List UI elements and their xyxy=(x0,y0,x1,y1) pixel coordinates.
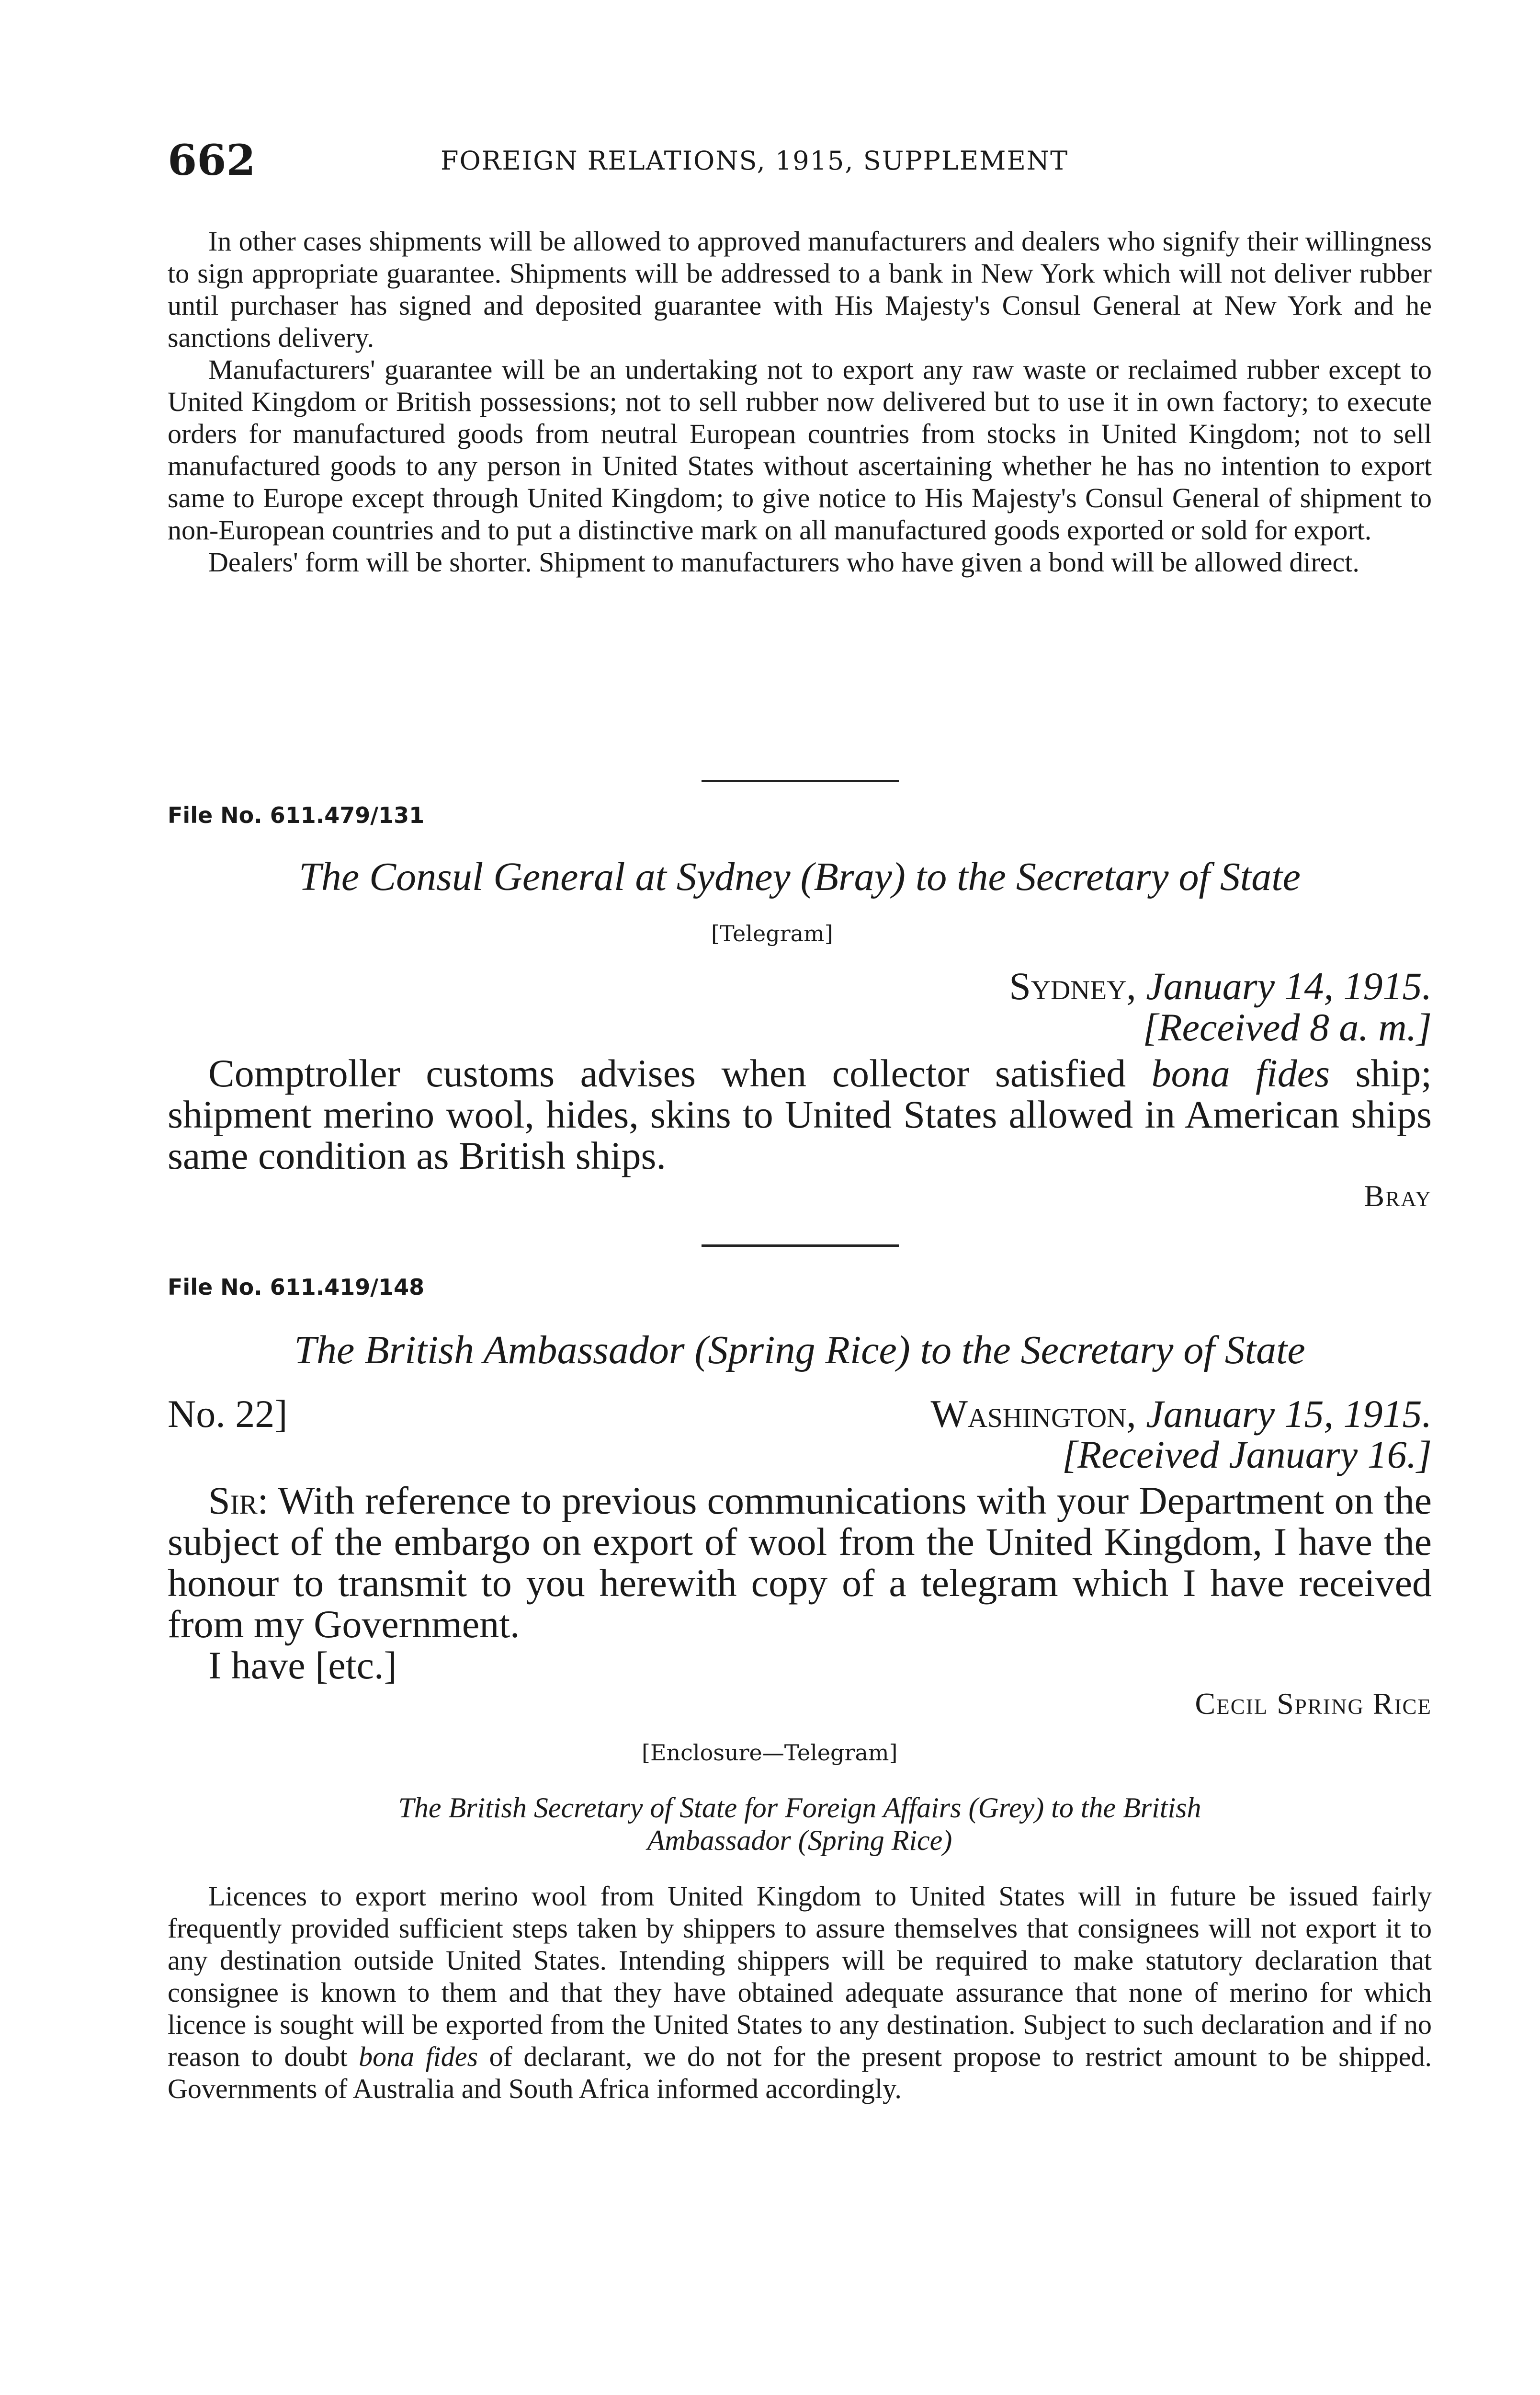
paragraph: Dealers' form will be shorter. Shipment to manufacturers who have given a bond will be allowed direct. xyxy=(208,547,1359,578)
enclosure-label: [Enclosure—Telegram] xyxy=(642,1740,898,1766)
signature: Cecil Spring Rice xyxy=(1195,1687,1432,1721)
paragraph: Sir: With reference to previous communications with your Department on the subject of the embargo on export of wool from the United Kingdom, I have the honour to transmit to you herewith copy of a telegram which I have received from my Government. xyxy=(168,1479,1432,1646)
dateline xyxy=(1009,964,1432,1009)
section-divider xyxy=(702,780,899,782)
document-type-label: [Telegram] xyxy=(711,921,833,947)
document-number: No. 22] xyxy=(168,1392,288,1436)
dateline-date: January 14, 1915. xyxy=(1146,964,1432,1008)
paragraph: In other cases shipments will be allowed to approved manufacturers and dealers who signify their willingness to sign appropriate guarantee. Shipments will be addressed to a bank in New York which will not deliver rubber until purchaser has signed and deposited guarantee with His Majesty's Consul General at New York and he sanctions delivery. xyxy=(168,226,1432,353)
file-number: File No. 611.479/131 xyxy=(168,802,425,828)
telegram-body xyxy=(168,1053,1432,1176)
closing: I have [etc.] xyxy=(208,1643,397,1687)
letter-body xyxy=(168,1480,1432,1686)
enclosure-title: The British Secretary of State for Foreign Affairs (Grey) to the British Ambassador (Spring Rice) xyxy=(398,1792,1201,1856)
rubber-section xyxy=(168,225,1432,578)
section-divider xyxy=(702,1244,899,1247)
salutation: Sir: xyxy=(208,1479,269,1522)
page-header xyxy=(168,135,1432,188)
running-head: FOREIGN RELATIONS, 1915, SUPPLEMENT xyxy=(441,146,1069,176)
enclosure-body xyxy=(168,1880,1432,2105)
dateline-place: Washington, xyxy=(930,1392,1136,1436)
signature: Bray xyxy=(1364,1179,1432,1213)
document-title: The Consul General at Sydney (Bray) to the Secretary of State xyxy=(299,855,1301,899)
dateline-date: January 15, 1915. xyxy=(1146,1392,1432,1436)
received-note: [Received 8 a. m.] xyxy=(1143,1005,1432,1049)
dateline-place: Sydney, xyxy=(1009,964,1136,1008)
page-number: 662 xyxy=(168,135,256,185)
paragraph: Licences to export merino wool from United Kingdom to United States will in future be issued fairly frequently provided sufficient steps taken by shippers to assure themselves that consignees will not export it to any destination outside United States. Intending shippers will be required to make statutory declaration that consignee is known to them and that they have obtained adequate assurance that none of merino for which licence is sought will be exported from the United States to any destination. Subject to such declaration and if no reason to doubt bona fides of declarant, we do not for the present propose to restrict amount to be shipped. Governments of Australia and South Africa informed accordingly. xyxy=(168,1881,1432,2104)
dateline xyxy=(930,1391,1432,1437)
paragraph: Comptroller customs advises when collector satisfied bona fides ship; shipment merino wool, hides, skins to United States allowed in American ships same condition as British ships. xyxy=(168,1051,1432,1177)
paragraph: Manufacturers' guarantee will be an undertaking not to export any raw waste or reclaimed rubber except to United Kingdom or British possessions; not to sell rubber now delivered but to use it in own factory; to execute orders for manufactured goods from neutral European countries from stocks in United Kingdom; not to sell manufactured goods to any person in United States without ascertaining whether he has no intention to export same to Europe except through United Kingdom; to give notice to His Majesty's Consul General of shipment to non-European countries and to put a distinctive mark on all manufactured goods exported or sold for export. xyxy=(168,354,1432,546)
document-title: The British Ambassador (Spring Rice) to the Secretary of State xyxy=(294,1328,1305,1372)
received-note: [Received January 16.] xyxy=(1062,1433,1432,1476)
file-number: File No. 611.419/148 xyxy=(168,1274,425,1300)
